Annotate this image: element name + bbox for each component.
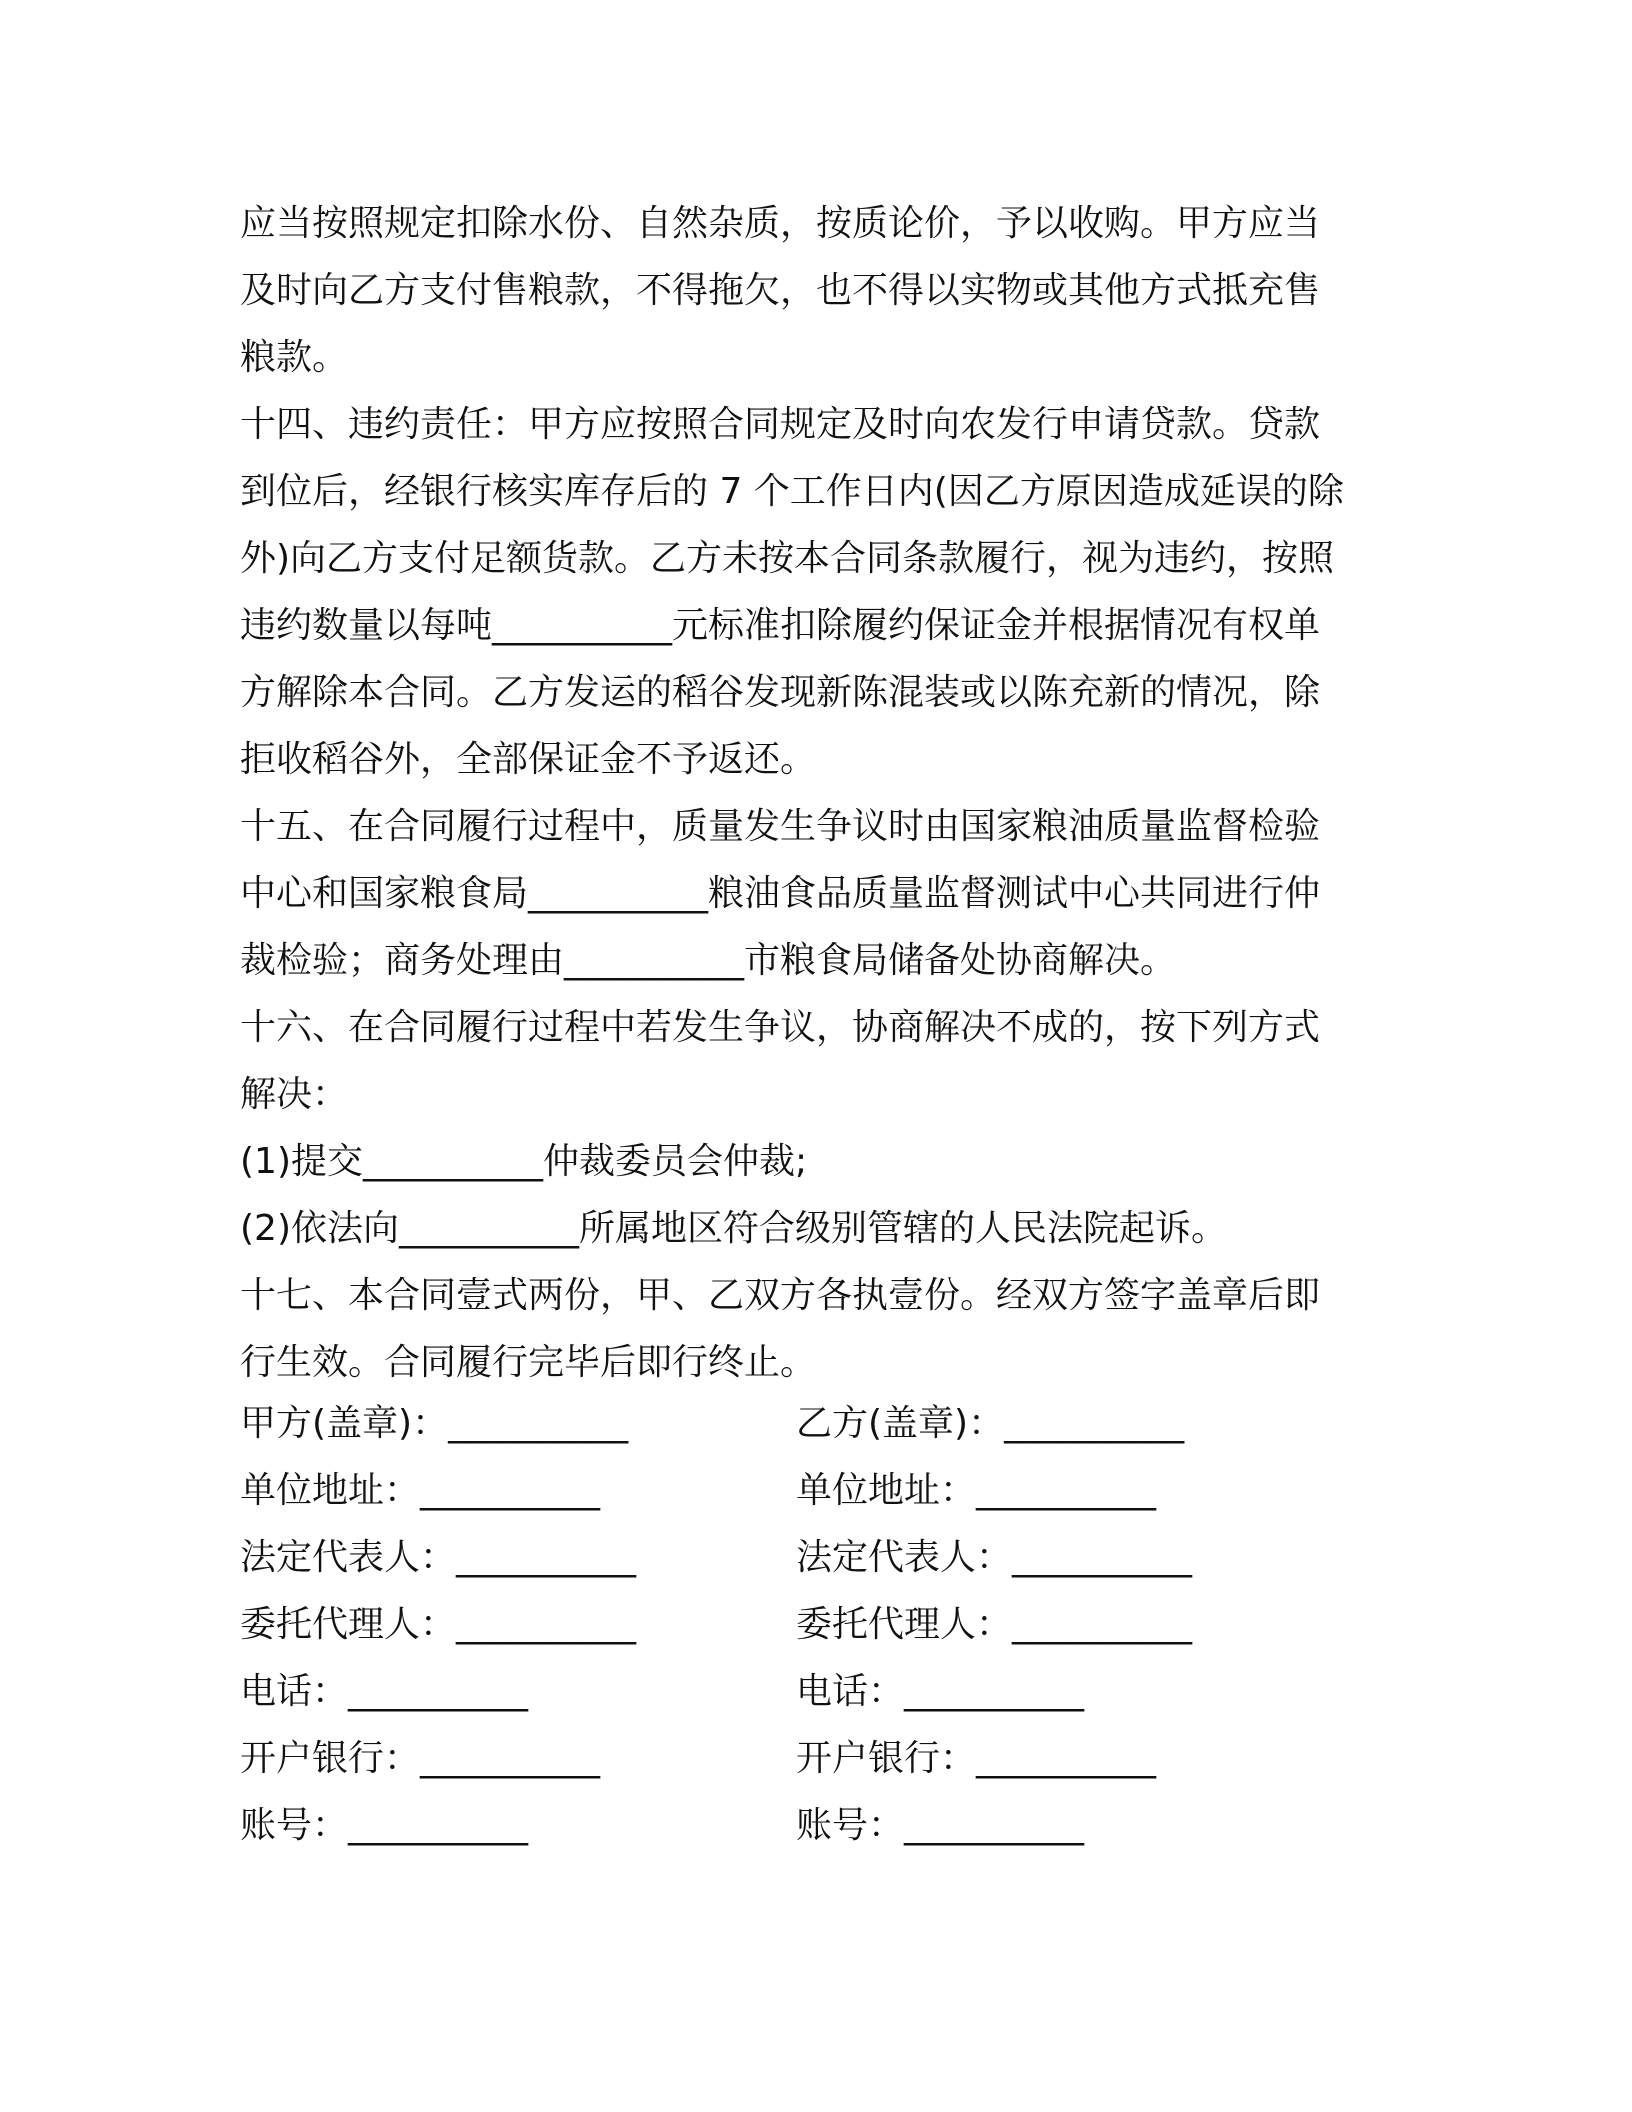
party-b-agent-field: 委托代理人：__________ [796, 1604, 1193, 1645]
party-b-seal-field: 乙方(盖章)：__________ [796, 1403, 1185, 1444]
body-line: 到位后，经银行核实库存后的 7 个工作日内(因乙方原因造成延误的除 [240, 471, 1344, 512]
party-b-legal-rep-field: 法定代表人：__________ [796, 1537, 1193, 1578]
body-line: 及时向乙方支付售粮款，不得拖欠，也不得以实物或其他方式抵充售 [240, 270, 1321, 311]
party-b-address-field: 单位地址：__________ [796, 1470, 1157, 1511]
party-a-phone-field: 电话：__________ [240, 1671, 529, 1712]
body-line: 外)向乙方支付足额货款。乙方未按本合同条款履行，视为违约，按照 [240, 538, 1335, 579]
party-a-seal-field: 甲方(盖章)：__________ [240, 1403, 629, 1444]
body-line: 拒收稻谷外，全部保证金不予返还。 [240, 739, 817, 780]
party-a-legal-rep-field: 法定代表人：__________ [240, 1537, 637, 1578]
clause-17-line: 十七、本合同壹式两份，甲、乙双方各执壹份。经双方签字盖章后即 [240, 1275, 1321, 1316]
clause-14-line: 十四、违约责任：甲方应按照合同规定及时向农发行申请贷款。贷款 [240, 404, 1321, 445]
signature-row [240, 1524, 1370, 1591]
signature-row [240, 1591, 1370, 1658]
party-a-address-field: 单位地址：__________ [240, 1470, 601, 1511]
body-line: 粮款。 [240, 337, 349, 378]
body-line: 应当按照规定扣除水份、自然杂质，按质论价，予以收购。甲方应当 [240, 203, 1321, 244]
dispute-option-2: (2)依法向__________所属地区符合级别管辖的人民法院起诉。 [240, 1208, 1227, 1249]
signature-row [240, 1658, 1370, 1725]
party-a-bank-field: 开户银行：__________ [240, 1738, 601, 1779]
party-a-account-field: 账号：__________ [240, 1805, 529, 1846]
body-line: 方解除本合同。乙方发运的稻谷发现新陈混装或以陈充新的情况，除 [240, 672, 1321, 713]
body-line: 解决： [240, 1074, 349, 1115]
clause-15-line: 十五、在合同履行过程中，质量发生争议时由国家粮油质量监督检验 [240, 806, 1321, 847]
body-line: 违约数量以每吨__________元标准扣除履约保证金并根据情况有权单 [240, 605, 1321, 646]
signature-row [240, 1792, 1370, 1859]
party-b-phone-field: 电话：__________ [796, 1671, 1085, 1712]
signature-row [240, 1390, 1370, 1457]
party-b-account-field: 账号：__________ [796, 1805, 1085, 1846]
clause-16-line: 十六、在合同履行过程中若发生争议，协商解决不成的，按下列方式 [240, 1007, 1321, 1048]
signature-row [240, 1457, 1370, 1524]
dispute-option-1: (1)提交__________仲裁委员会仲裁; [240, 1141, 808, 1182]
party-b-bank-field: 开户银行：__________ [796, 1738, 1157, 1779]
contract-body [240, 190, 1370, 1396]
body-line: 中心和国家粮食局__________粮油食品质量监督测试中心共同进行仲 [240, 873, 1321, 914]
signature-block [240, 1390, 1370, 1859]
signature-row [240, 1725, 1370, 1792]
body-line: 行生效。合同履行完毕后即行终止。 [240, 1342, 817, 1383]
body-line: 裁检验；商务处理由__________市粮食局储备处协商解决。 [240, 940, 1177, 981]
party-a-agent-field: 委托代理人：__________ [240, 1604, 637, 1645]
